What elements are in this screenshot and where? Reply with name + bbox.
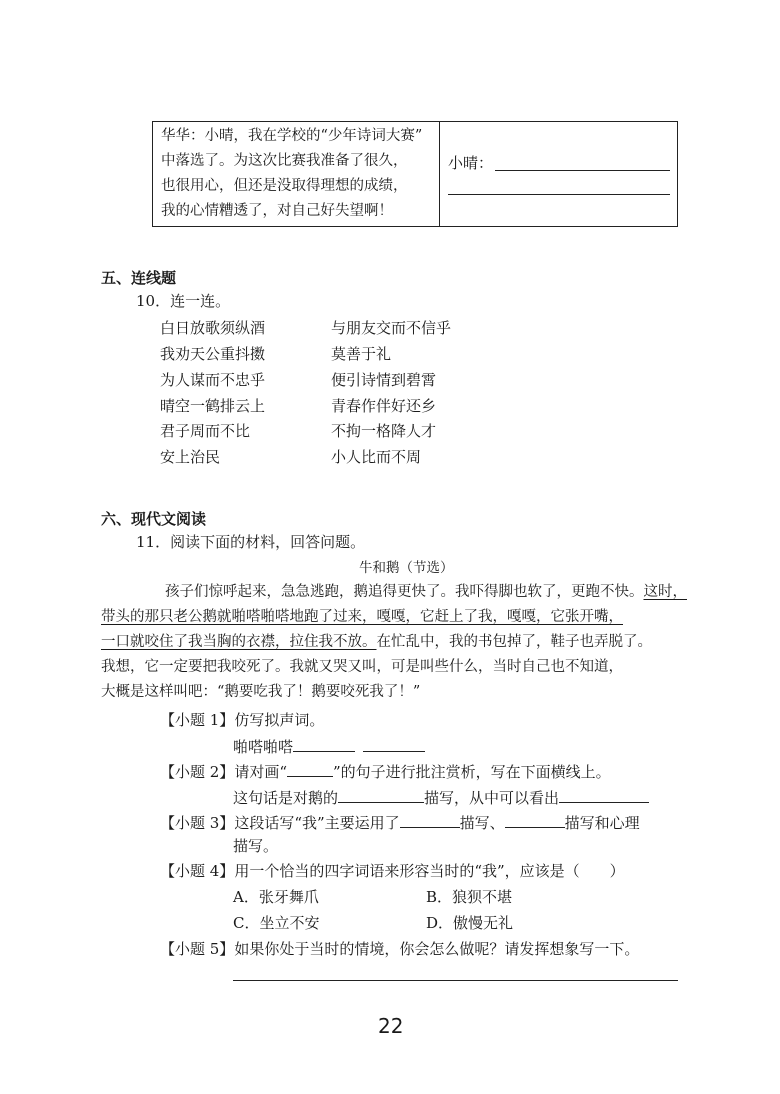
q2-answer-row [233,786,649,808]
match-right-4[interactable]: 青春作伴好还乡 [331,397,437,415]
passage-line-2: 带头的那只老公鹅就啪嗒啪嗒地跑了过来，嘎嘎，它赶上了我，嘎嘎，它张开嘴， [101,609,623,625]
dialogue-line-2: 中落选了。为这次比赛我准备了很久， [161,153,408,169]
match-right-5[interactable]: 不拘一格降人才 [331,422,437,440]
q4 [160,861,625,881]
section6-heading: 六、现代文阅读 [101,510,207,528]
q2-blank-1[interactable] [338,786,424,803]
q3-text-a: 这段话写“我”主要运用了 [234,814,400,832]
dialogue-line-1: 华华：小晴，我在学校的“少年诗词大赛” [161,128,423,144]
q3-blank-2[interactable] [505,811,565,828]
passage-line-1-text: 孩子们惊呼起来，急急逃跑，鹅追得更快了。我吓得脚也软了，更跑不快。 [165,584,644,600]
passage-underline-1: 这时， [643,584,687,600]
dialogue-line-3: 也很用心，但还是没取得理想的成绩， [161,178,408,194]
dialogue-line-4: 我的心情糟透了，对自己好失望啊！ [161,203,393,219]
q5-label: 【小题 5】 [160,940,235,958]
q5-text: 如果你处于当时的情境，你会怎么做呢？请发挥想象写一下。 [234,940,640,958]
passage-line-1 [136,582,687,602]
reply-blank-1[interactable] [495,170,670,171]
q2 [160,760,611,782]
q2-label: 【小题 2】 [160,763,235,781]
match-left-4[interactable]: 晴空一鹤排云上 [160,397,266,415]
match-right-2[interactable]: 莫善于礼 [331,345,392,363]
q4-option-a[interactable]: A．张牙舞爪 [233,888,319,906]
match-right-6[interactable]: 小人比而不周 [331,448,422,466]
q2-text-a: 请对画“ [234,763,287,781]
q1-blank-1[interactable] [293,735,355,752]
q1-example: 啪嗒啪嗒 [233,738,294,756]
passage-underline-3: 一口就咬住了我当胸的衣襟，拉住我不放。 [101,634,377,650]
page-number: 22 [378,1014,404,1038]
q1-blank-2[interactable] [363,735,425,752]
dialogue-left-cell [153,122,440,226]
q2-sub-b: 描写，从中可以看出 [424,789,560,807]
passage-line-5: 大概是这样叫吧：“鹅要吃我了！鹅要咬死我了！” [101,684,421,700]
q3 [160,811,640,833]
q2-blank-2[interactable] [559,786,649,803]
passage-line-3 [101,632,652,652]
q3-blank-1[interactable] [400,811,460,828]
dialogue-table [152,121,678,227]
q11-label: 11．阅读下面的材料，回答问题。 [136,533,366,551]
q4-option-b[interactable]: B．狼狈不堪 [426,888,513,906]
q1-label: 【小题 1】 [160,711,235,729]
q5 [160,939,639,959]
q4-option-d[interactable]: D．傲慢无礼 [426,914,514,932]
passage-line-3-text: 在忙乱中，我的书包掉了，鞋子也弄脱了。 [376,634,652,650]
match-left-3[interactable]: 为人谋而不忠乎 [160,371,266,389]
q1-text: 仿写拟声词。 [234,711,325,729]
q1 [160,710,324,730]
q4-option-c[interactable]: C．坐立不安 [233,914,320,932]
reply-label: 小晴： [448,154,494,172]
q2-mark-line [287,760,333,777]
q1-answer-row [233,735,425,757]
reply-blank-2[interactable] [448,194,670,195]
q10-label: 10．连一连。 [136,292,231,310]
passage-title: 牛和鹅（节选） [359,560,454,576]
q4-label: 【小题 4】 [160,862,235,880]
q5-answer-line[interactable] [233,980,678,981]
match-left-5[interactable]: 君子周而不比 [160,422,251,440]
section5-heading: 五、连线题 [101,269,177,287]
q3-text-b: 描写、 [459,814,505,832]
q3-text-d: 描写。 [233,837,279,855]
passage-line-4: 我想，它一定要把我咬死了。我就又哭又叫，可是叫些什么，当时自己也不知道， [101,659,623,675]
q2-sub-a: 这句话是对鹅的 [233,789,339,807]
match-left-1[interactable]: 白日放歌须纵酒 [160,319,266,337]
match-left-2[interactable]: 我劝天公重抖擞 [160,345,266,363]
q2-text-b: ”的句子进行批注赏析，写在下面横线上。 [332,763,611,781]
match-left-6[interactable]: 安上治民 [160,448,221,466]
match-right-3[interactable]: 便引诗情到碧霄 [331,371,437,389]
q3-text-c: 描写和心理 [564,814,640,832]
q4-text: 用一个恰当的四字词语来形容当时的“我”，应该是（ ） [234,862,625,880]
q3-label: 【小题 3】 [160,814,235,832]
match-right-1[interactable]: 与朋友交而不信乎 [331,319,452,337]
